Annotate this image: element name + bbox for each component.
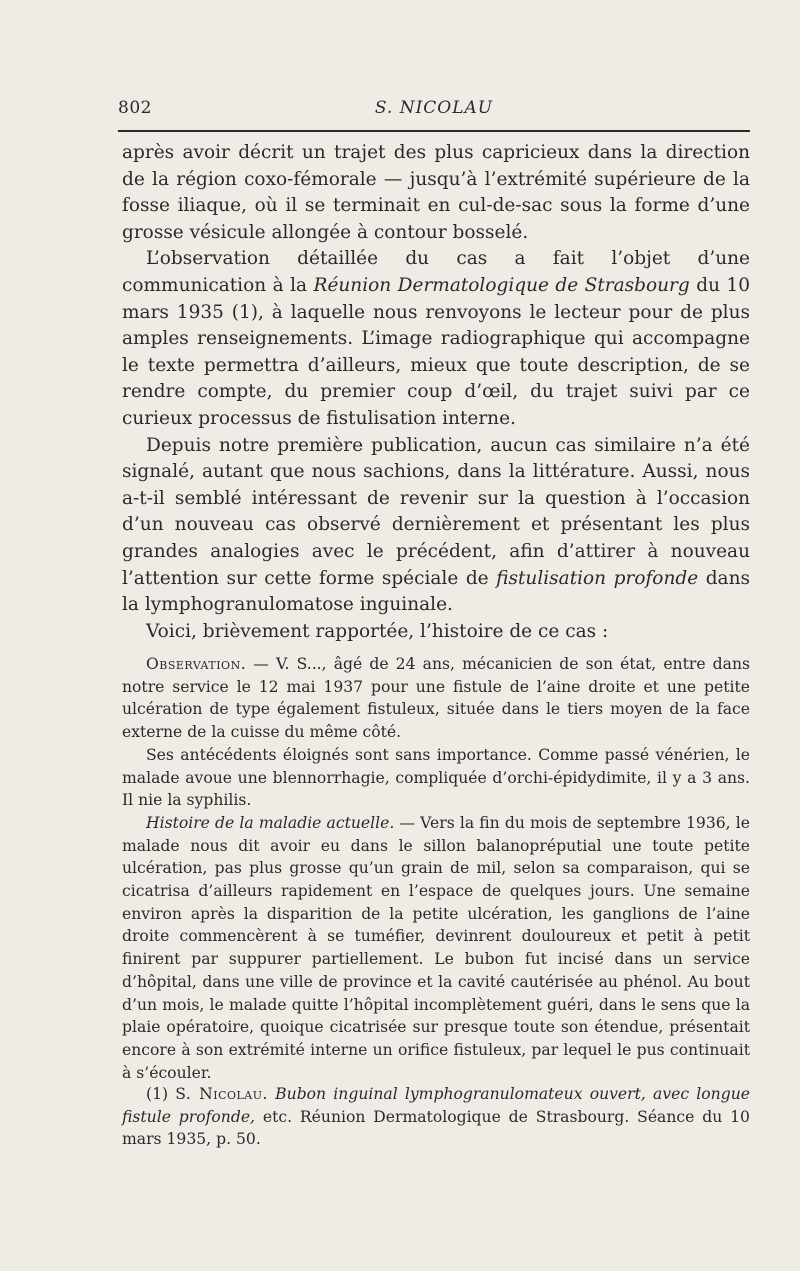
header-rule [118, 130, 750, 132]
observation-paragraph-3 [122, 812, 750, 1084]
observation-paragraph-3-text: — Vers la fin du mois de septembre 1936, le malade nous dit avoir eu dans le sillon balanopréputial une toute petite ulcération, pas plus grosse qu’un grain de mil, selon sa comparaison, qui se cicatrisa d’ailleurs rapidement en l’espace de quelques jours. Une semaine environ après la disparition de la petite ulcération, les ganglions de l’aine droite commencèrent à se tuméfier, devinrent douloureux et petit à petit finirent par suppurer partiellement. Le bubon fut incisé dans un service d’hôpital, dans une ville de province et la cavité cautérisée au phénol. Au bout d’un mois, le malade quitte l’hôpital incomplètement guéri, dans le sens que la plaie opératoire, quoique cicatrisée sur presque toute son étendue, présentait encore à son extrémité interne un orifice fistuleux, par lequel le pus continuait à s’écouler. [122, 813, 751, 1082]
footnote-title: Bubon inguinal lymphogranulomateux ouvert, avec longue fistule profonde, [122, 1085, 750, 1126]
history-heading: Histoire de la maladie actuelle. [146, 813, 395, 832]
page-number: 802 [118, 98, 152, 118]
paragraph-3-text-b: dans la lymphogranulomatose inguinale. [122, 567, 750, 616]
paragraph-2-text-a: L’observation détaillée du cas a fait l’objet d’une communication à la [122, 248, 750, 296]
observation-paragraph-1 [122, 653, 750, 744]
paragraph-2-text-b: du 10 mars 1935 (1), à laquelle nous renvoyons le lecteur pour de plus amples renseignements. L’image radiographique qui accompagne le texte permettra d’ailleurs, mieux que toute description, de se rendre compte, du premier coup d’œil, du trajet suivi par ce curieux processus de fistulisation interne. [122, 274, 750, 429]
page-header [118, 98, 750, 124]
footnote-author: S. Nicolau. [175, 1085, 268, 1103]
observation-paragraph-2: Ses antécédents éloignés sont sans importance. Comme passé vénérien, le malade avoue une blennorrhagie, compliquée d’orchi-épidydimite, il y a 3 ans. Il nie la syphilis. [122, 745, 750, 810]
observation-label: Observation. [146, 655, 247, 673]
meeting-title: Réunion Dermatologique de Strasbourg [313, 274, 690, 296]
footnote-rest: etc. Réunion Dermatologique de Strasbourg. Séance du 10 mars 1935, p. 50. [122, 1107, 750, 1149]
paragraph-2 [122, 246, 750, 432]
footnote-marker: (1) [146, 1085, 176, 1103]
paragraph-1: après avoir décrit un trajet des plus capricieux dans la direction de la région coxo-fémorale — jusqu’à l’extrémité supérieure de la fosse iliaque, où il se terminait en cul-de-sac sous la forme d’une grosse vésicule allongée à contour bosselé. [122, 142, 750, 243]
footnote [122, 1083, 750, 1151]
observation-paragraph-1-text: — V. S..., âgé de 24 ans, mécanicien de son état, entre dans notre service le 12 mai 1937 pour une fistule de l’aine droite et une petite ulcération de type également fistuleux, située dans le tiers moyen de la face externe de la cuisse du même côté. [122, 655, 750, 742]
footnote-text [122, 1083, 750, 1151]
main-text [122, 140, 750, 645]
observation-section [122, 653, 750, 1084]
paragraph-3 [122, 433, 750, 619]
term-fistulisation-profonde: fistulisation profonde [496, 567, 699, 589]
paragraph-3-text-a: Depuis notre première publication, aucun cas similaire n’a été signalé, autant que nous sachions, dans la littérature. Aussi, nous a-t-il semblé intéressant de revenir sur la question à l’occasion d’un nouveau cas observé dernièrement et présentant les plus grandes analogies avec le précédent, afin d’attirer à nouveau l’attention sur cette forme spéciale de [122, 434, 750, 589]
paragraph-4: Voici, brièvement rapportée, l’histoire de ce cas : [146, 620, 609, 642]
running-head: S. NICOLAU [374, 98, 494, 118]
